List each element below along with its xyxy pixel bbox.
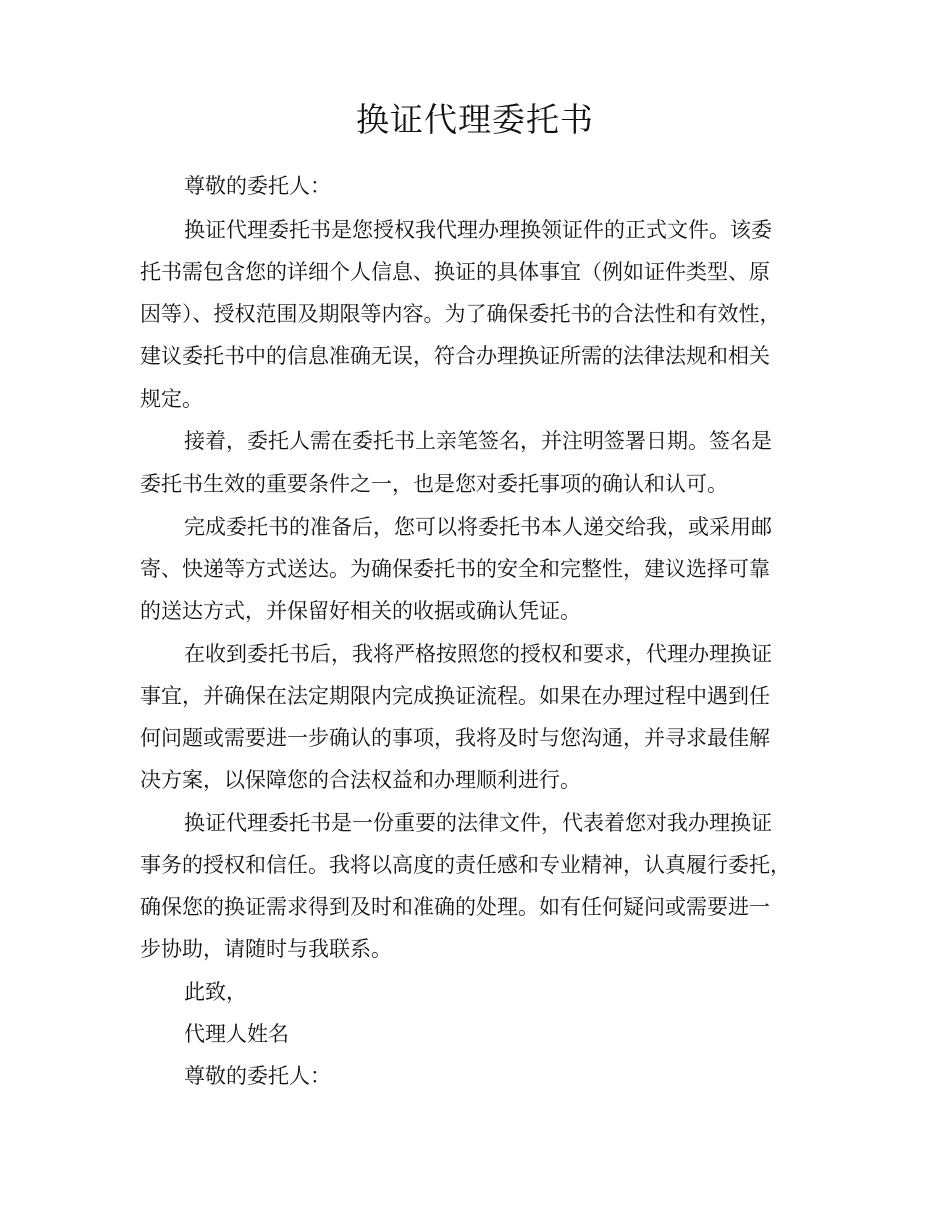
paragraph-5-line-4: 步协助，请随时与我联系。 <box>140 937 392 961</box>
paragraph-1-line-3: 因等）、授权范围及期限等内容。为了确保委托书的合法性和有效性， <box>140 302 781 326</box>
paragraph-4-line-2: 事宜，并确保在法定期限内完成换证流程。如果在办理过程中遇到任 <box>140 684 770 708</box>
paragraph-2-line-2: 委托书生效的重要条件之一，也是您对委托事项的确认和认可。 <box>140 472 728 496</box>
paragraph-2-line-1: 接着，委托人需在委托书上亲笔签名，并注明签署日期。签名是 <box>184 429 772 453</box>
paragraph-5-line-2: 事务的授权和信任。我将以高度的责任感和专业精神，认真履行委托， <box>140 853 791 877</box>
paragraph-3-line-1: 完成委托书的准备后，您可以将委托书本人递交给我，或采用邮 <box>184 515 772 539</box>
paragraph-5-line-3: 确保您的换证需求得到及时和准确的处理。如有任何疑问或需要进一 <box>140 895 770 919</box>
salutation-repeat: 尊敬的委托人： <box>184 1064 331 1088</box>
agent-name: 代理人姓名 <box>184 1022 289 1046</box>
paragraph-1-line-4: 建议委托书中的信息准确无误，符合办理换证所需的法律法规和相关 <box>140 344 770 368</box>
paragraph-4-line-1: 在收到委托书后，我将严格按照您的授权和要求，代理办理换证 <box>184 642 772 666</box>
closing-phrase: 此致， <box>184 980 247 1004</box>
paragraph-5-line-1: 换证代理委托书是一份重要的法律文件，代表着您对我办理换证 <box>184 811 772 835</box>
paragraph-1-line-5: 规定。 <box>140 387 203 411</box>
paragraph-1-line-1: 换证代理委托书是您授权我代理办理换领证件的正式文件。该委 <box>184 218 772 242</box>
paragraph-4-line-4: 决方案，以保障您的合法权益和办理顺利进行。 <box>140 768 581 792</box>
document-title: 换证代理委托书 <box>356 100 594 139</box>
paragraph-1-line-2: 托书需包含您的详细个人信息、换证的具体事宜（例如证件类型、原 <box>140 260 770 284</box>
paragraph-3-line-3: 的送达方式，并保留好相关的收据或确认凭证。 <box>140 599 581 623</box>
paragraph-4-line-3: 何问题或需要进一步确认的事项，我将及时与您沟通，并寻求最佳解 <box>140 726 770 750</box>
salutation: 尊敬的委托人： <box>184 174 331 198</box>
paragraph-3-line-2: 寄、快递等方式送达。为确保委托书的安全和完整性，建议选择可靠 <box>140 557 770 581</box>
